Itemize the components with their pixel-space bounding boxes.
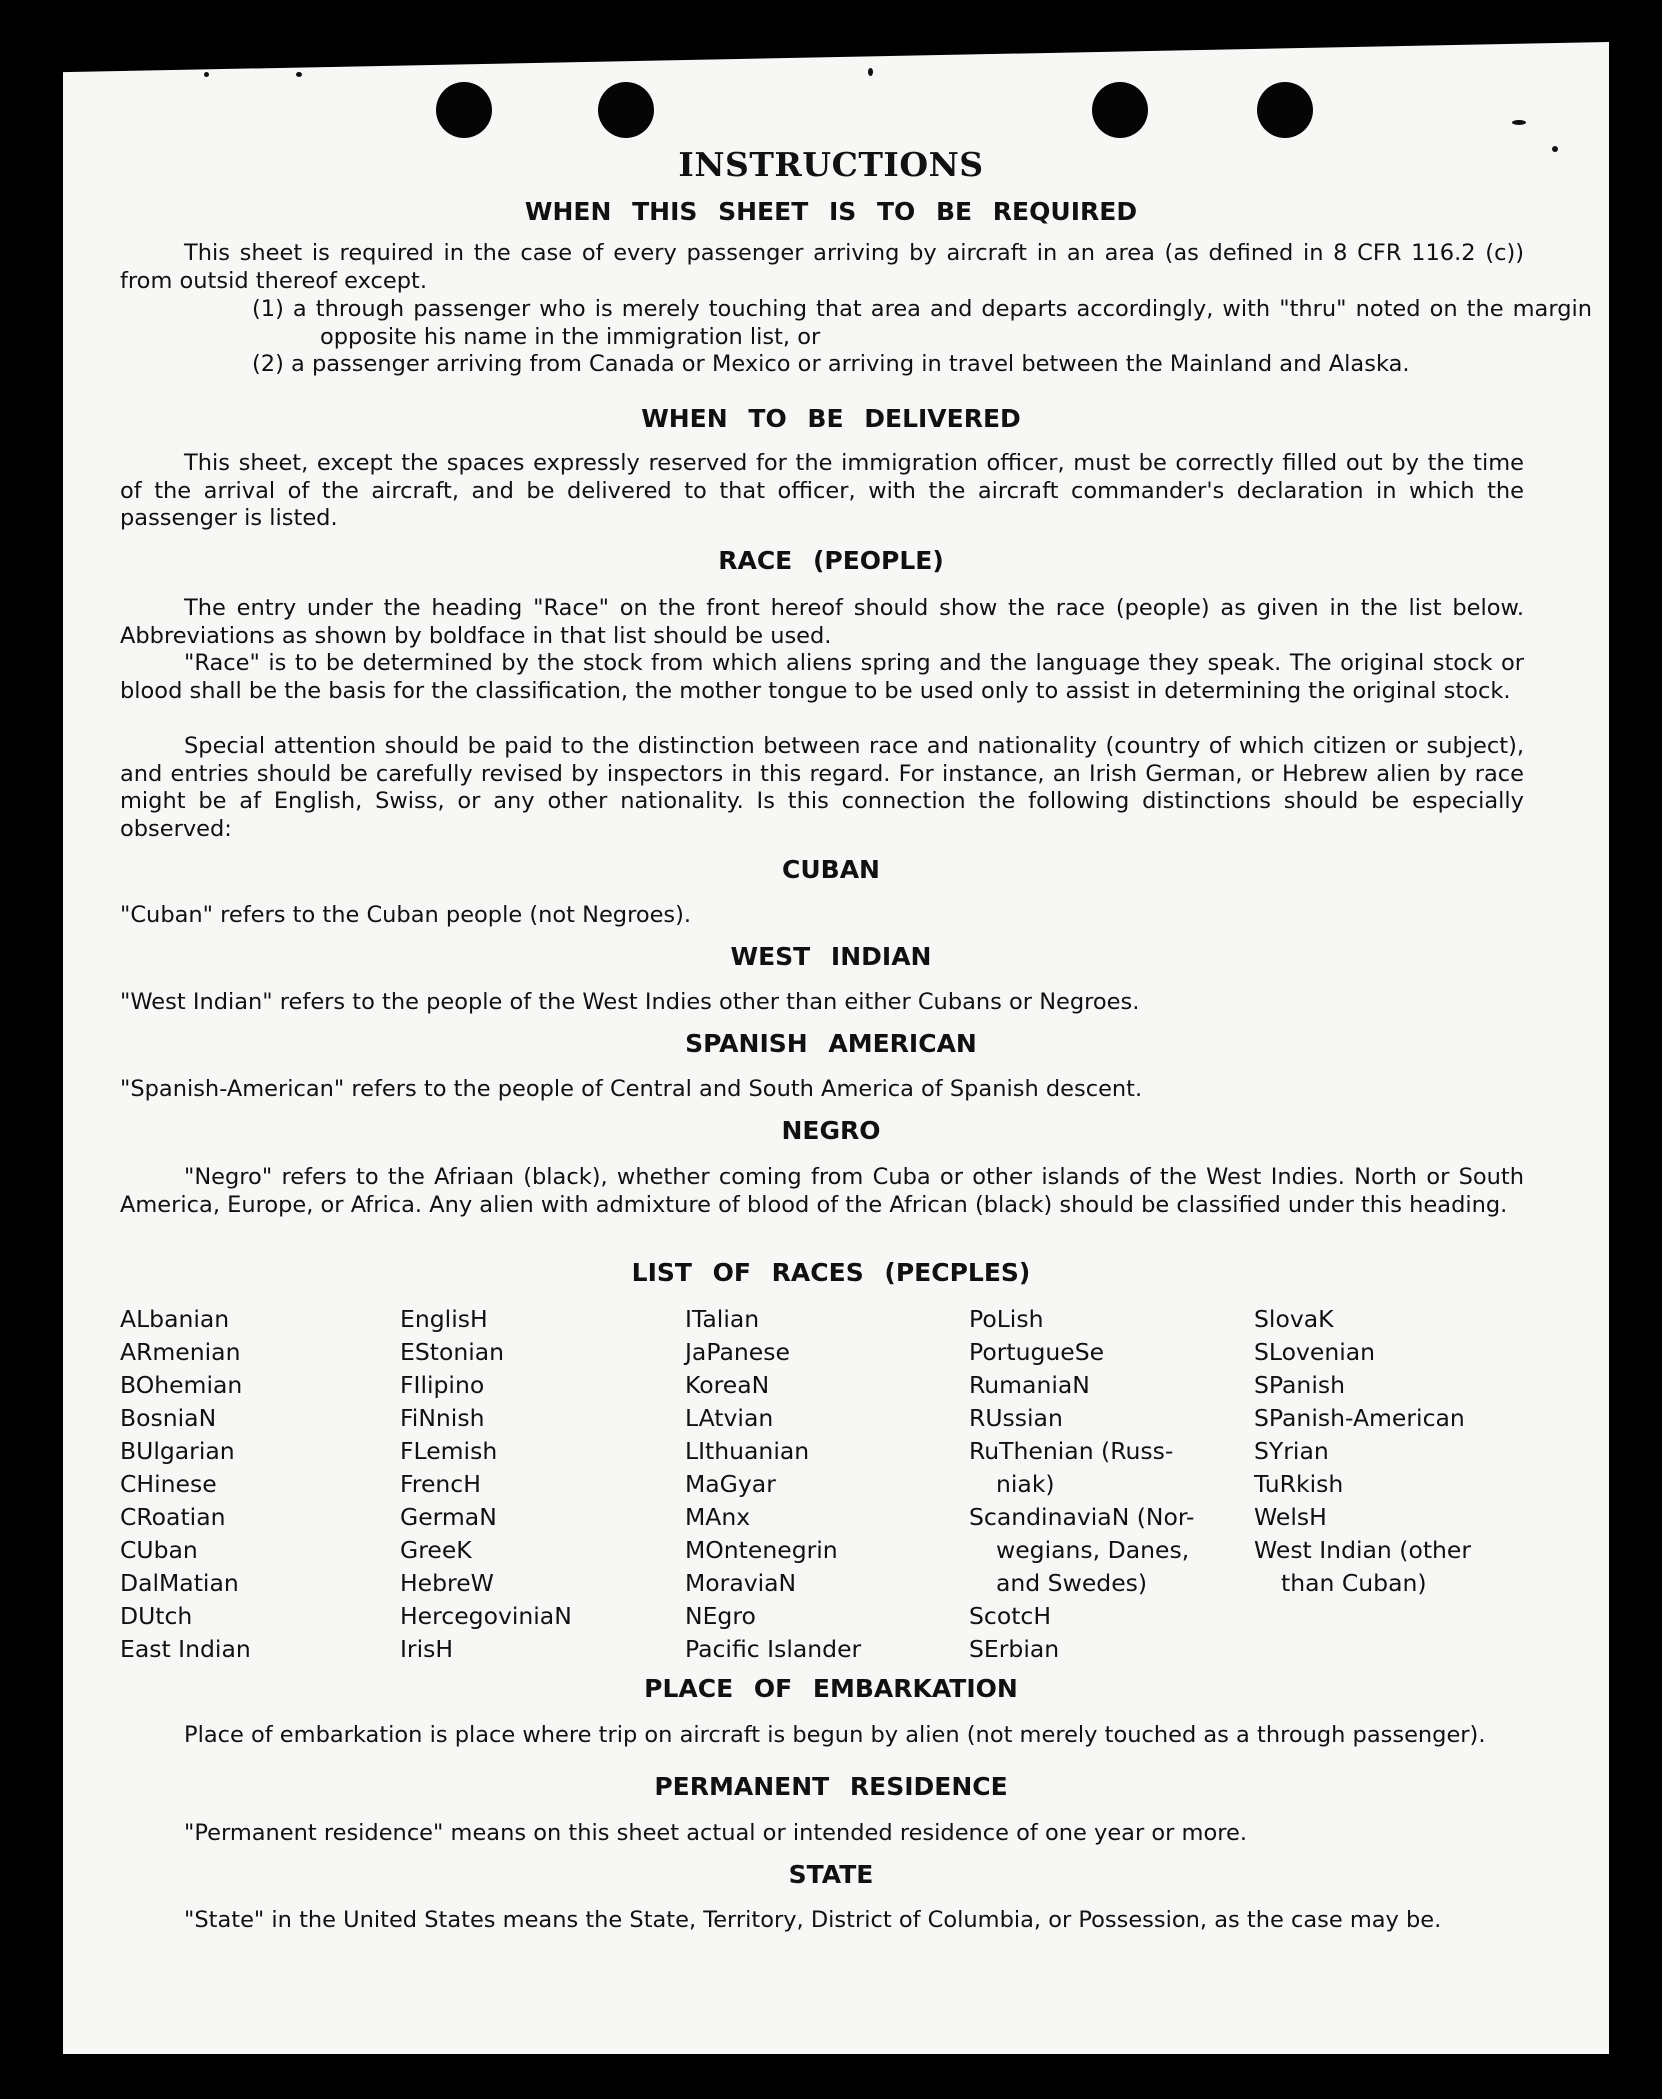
scan-speck xyxy=(1512,120,1526,125)
races-column xyxy=(685,1303,861,1666)
race-item: DalMatian xyxy=(120,1569,239,1597)
race-item: WelsH xyxy=(1254,1503,1327,1531)
section-heading: LIST OF RACES (PECPLES) xyxy=(631,1258,1031,1287)
race-item: CRoatian xyxy=(120,1503,226,1531)
section-heading: WHEN TO BE DELIVERED xyxy=(641,404,1021,433)
paragraph: Place of embarkation is place where trip on aircraft is begun by alien (not merely touched as a through passenger). xyxy=(184,1722,1486,1748)
scan-speck xyxy=(204,72,209,77)
scan-speck xyxy=(296,72,302,77)
race-item: DUtch xyxy=(120,1602,193,1630)
paragraph: (1) a through passenger who is merely touching that area and departs accordingly, with "thru" noted on the margin opposite his name in the immigration list, or xyxy=(252,296,1592,350)
paragraph: "State" in the United States means the State, Territory, District of Columbia, or Possession, as the case may be. xyxy=(184,1907,1442,1933)
race-item: MaGyar xyxy=(685,1470,776,1498)
race-item: MOntenegrin xyxy=(685,1536,838,1564)
race-item: PoLish xyxy=(969,1305,1044,1333)
race-item: MoraviaN xyxy=(685,1569,797,1597)
punch-hole xyxy=(1092,82,1148,138)
race-item: East Indian xyxy=(120,1635,251,1663)
race-item: CHinese xyxy=(120,1470,217,1498)
race-item: Pacific Islander xyxy=(685,1635,862,1663)
paragraph: "West Indian" refers to the people of the West Indies other than either Cubans or Negroes. xyxy=(120,989,1140,1015)
race-item: LAtvian xyxy=(685,1404,774,1432)
race-item: IrisH xyxy=(400,1635,454,1663)
race-item: SErbian xyxy=(969,1635,1060,1663)
race-item: GermaN xyxy=(400,1503,497,1531)
race-item: ScotcH xyxy=(969,1602,1052,1630)
race-item: EStonian xyxy=(400,1338,505,1366)
paragraph: (2) a passenger arriving from Canada or Mexico or arriving in travel between the Mainland and Alaska. xyxy=(252,351,1410,377)
race-item: PortugueSe xyxy=(969,1338,1105,1366)
races-column xyxy=(120,1303,251,1666)
punch-hole xyxy=(598,82,654,138)
races-column xyxy=(969,1303,1195,1666)
race-item: BosniaN xyxy=(120,1404,217,1432)
punch-hole xyxy=(436,82,492,138)
race-item: FLemish xyxy=(400,1437,498,1465)
race-item: SYrian xyxy=(1254,1437,1329,1465)
race-item: GreeK xyxy=(400,1536,472,1564)
race-item: HebreW xyxy=(400,1569,494,1597)
race-item: FIlipino xyxy=(400,1371,485,1399)
race-item: niak) xyxy=(996,1470,1055,1498)
section-heading: STATE xyxy=(788,1860,874,1889)
paragraph: This sheet is required in the case of every passenger arriving by aircraft in an area (as defined in 8 CFR 116.2 (c)) from outsid thereof except. xyxy=(120,240,1524,294)
section-heading: WEST INDIAN xyxy=(730,942,932,971)
race-item: SPanish xyxy=(1254,1371,1345,1399)
race-item: HercegoviniaN xyxy=(400,1602,572,1630)
race-item: than Cuban) xyxy=(1281,1569,1427,1597)
race-item: SLovenian xyxy=(1254,1338,1376,1366)
race-item: ALbanian xyxy=(120,1305,230,1333)
punch-hole xyxy=(1257,82,1313,138)
races-column xyxy=(1254,1303,1471,1600)
paragraph: "Spanish-American" refers to the people of Central and South America of Spanish descent. xyxy=(120,1076,1143,1102)
race-item: RumaniaN xyxy=(969,1371,1090,1399)
paragraph: The entry under the heading "Race" on the front hereof should show the race (people) as given in the list below. Abbreviations as shown by boldface in that list should be used. xyxy=(120,595,1524,649)
race-item: CUban xyxy=(120,1536,198,1564)
race-item: ITalian xyxy=(685,1305,760,1333)
race-item: and Swedes) xyxy=(996,1569,1148,1597)
race-item: BUlgarian xyxy=(120,1437,235,1465)
race-item: FrencH xyxy=(400,1470,481,1498)
race-item: SPanish-American xyxy=(1254,1404,1465,1432)
race-item: SlovaK xyxy=(1254,1305,1334,1333)
section-heading: NEGRO xyxy=(781,1116,881,1145)
race-item: TuRkish xyxy=(1254,1470,1344,1498)
section-heading: PERMANENT RESIDENCE xyxy=(654,1772,1008,1801)
race-item: RuThenian (Russ- xyxy=(969,1437,1174,1465)
races-column xyxy=(400,1303,572,1666)
race-item: JaPanese xyxy=(685,1338,790,1366)
race-item: LIthuanian xyxy=(685,1437,810,1465)
race-item: West Indian (other xyxy=(1254,1536,1472,1564)
paragraph: This sheet, except the spaces expressly reserved for the immigration officer, must be correctly filled out by the time of the arrival of the aircraft, and be delivered to that officer, with the aircraft commander's declaration in which the passenger is listed. xyxy=(120,450,1524,531)
scan-speck xyxy=(868,68,873,76)
race-item: ARmenian xyxy=(120,1338,241,1366)
section-heading: SPANISH AMERICAN xyxy=(685,1029,977,1058)
race-item: EnglisH xyxy=(400,1305,488,1333)
section-heading: WHEN THIS SHEET IS TO BE REQUIRED xyxy=(524,197,1138,226)
paragraph: "Race" is to be determined by the stock from which aliens spring and the language they speak. The original stock or blood shall be the basis for the classification, the mother tongue to be used only to assist in determining the original stock. xyxy=(120,650,1524,704)
section-heading: CUBAN xyxy=(782,855,880,884)
paragraph: "Cuban" refers to the Cuban people (not Negroes). xyxy=(120,902,692,928)
race-item: FiNnish xyxy=(400,1404,485,1432)
race-item: KoreaN xyxy=(685,1371,770,1399)
race-item: wegians, Danes, xyxy=(996,1536,1190,1564)
paragraph: Special attention should be paid to the distinction between race and nationality (country of which citizen or subject), and entries should be carefully revised by inspectors in this regard. For instance, an Irish German, or Hebrew alien by race might be af English, Swiss, or any other nationality. Is this connection the following distinctions should be especially observed: xyxy=(120,733,1524,842)
paragraph: "Permanent residence" means on this sheet actual or intended residence of one year or more. xyxy=(184,1820,1247,1846)
race-item: NEgro xyxy=(685,1602,756,1630)
section-heading: RACE (PEOPLE) xyxy=(718,546,944,575)
paragraph: "Negro" refers to the Afriaan (black), whether coming from Cuba or other islands of the West Indies. North or South America, Europe, or Africa. Any alien with admixture of blood of the African (black) should be classified under this heading. xyxy=(120,1164,1524,1218)
race-item: RUssian xyxy=(969,1404,1063,1432)
page-title: INSTRUCTIONS xyxy=(678,145,984,184)
race-item: ScandinaviaN (Nor- xyxy=(969,1503,1195,1531)
section-heading: PLACE OF EMBARKATION xyxy=(644,1674,1018,1703)
race-item: MAnx xyxy=(685,1503,751,1531)
race-item: BOhemian xyxy=(120,1371,243,1399)
